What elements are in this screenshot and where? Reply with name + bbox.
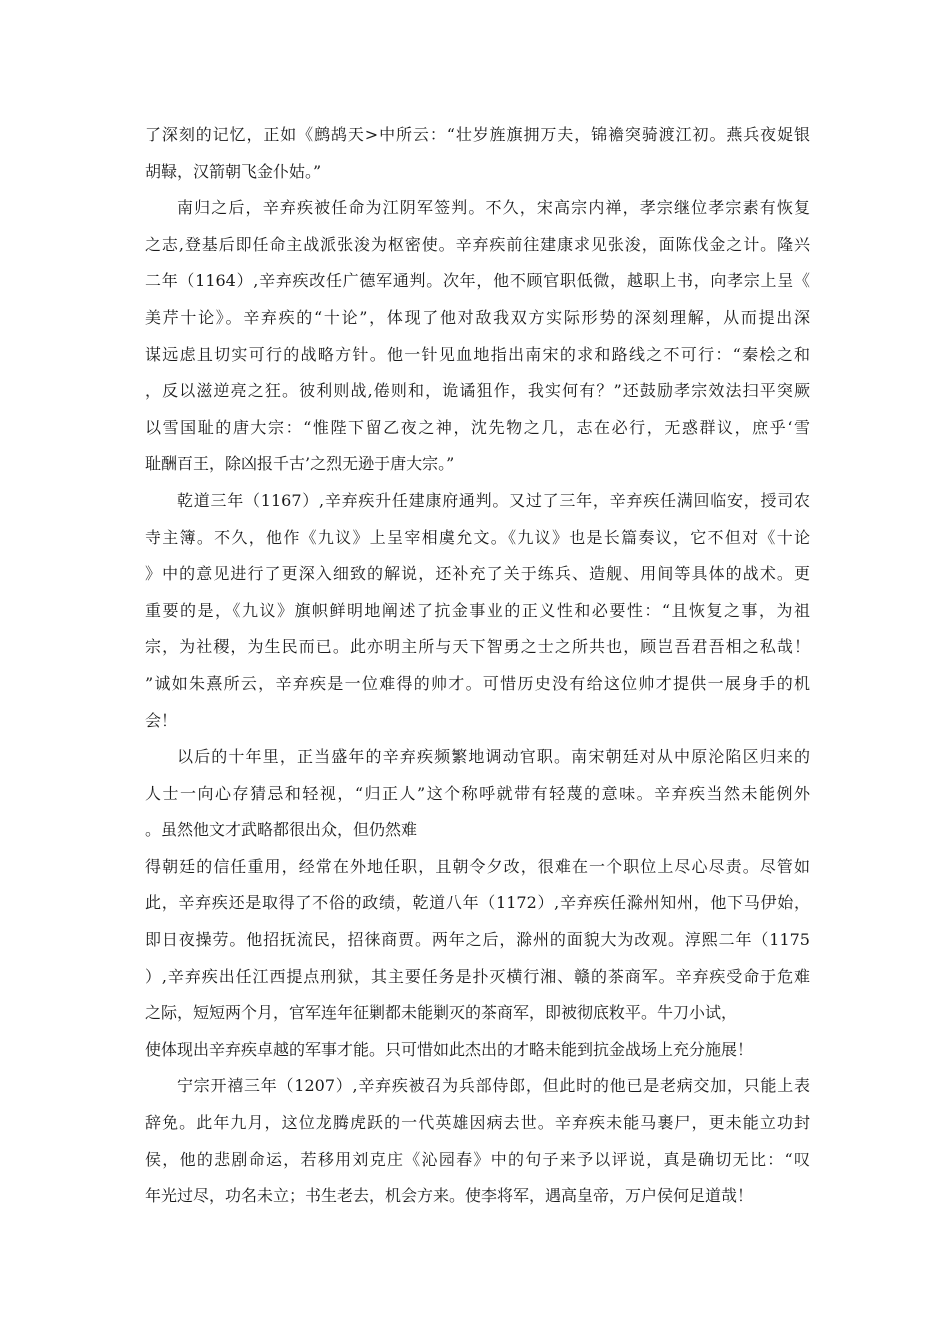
text-line: 之际，短短两个月，官军连年征剿都未能剿灭的茶商军，即被彻底敉平。牛刀小试， [145,1003,738,1023]
text-line: 会！ [145,710,178,730]
text-line: ，反以滋逆亮之狂。彼利则战,倦则和，诡谲狙作，我实何有？”还鼓励孝宗效法扫平突厥 [145,381,810,401]
text-line: 此，辛弃疾还是取得了不俗的政绩，乾道八年（1172）,辛弃疾任滁州知州，他下马伊始， [145,893,810,913]
text-line: 耻酬百王，除凶报千古’之烈无逊于唐大宗。” [145,454,455,474]
text-line: 以后的十年里，正当盛年的辛弃疾频繁地调动官职。南宋朝廷对从中原沦陷区归来的 [177,747,810,767]
paragraph [145,483,810,739]
text-line: 胡䩮，汉箭朝飞金仆姑。” [145,161,322,181]
text-line: 南归之后，辛弃疾被任命为江阴军签判。不久，宋高宗内禅，孝宗继位孝宗素有恢复 [177,198,810,218]
paragraph [145,1068,810,1214]
text-line: ”诚如朱熹所云，辛弃疾是一位难得的帅才。可惜历史没有给这位帅才提供一展身手的机 [145,673,810,693]
text-line: 》中的意见进行了更深入细致的解说，还补充了关于练兵、造舰、用间等具体的战术。更 [145,564,810,584]
text-line: 年光过尽，功名未立；书生老去，机会方来。使李将军，遇高皇帝，万户侯何足道哉！ [145,1186,754,1206]
paragraph [145,190,810,483]
text-line: 宗，为社稷，为生民而已。此亦明主所与天下智勇之士之所共也，顾岂吾君吾相之私哉！ [145,637,810,657]
text-line: 重要的是，《九议》旗帜鲜明地阐述了抗金事业的正义性和必要性：“且恢复之事，为祖 [145,600,810,620]
text-line: 之志,登基后即任命主战派张浚为枢密使。辛弃疾前往建康求见张浚，面陈伐金之计。隆兴 [145,234,810,254]
text-line: 美芹十论》。辛弃疾的“十论”，体现了他对敌我双方实际形势的深刻理解，从而提出深 [145,307,810,327]
text-line: 侯，他的悲剧命运，若移用刘克庄《沁园春》中的句子来予以评说，真是确切无比：“叹 [145,1149,810,1169]
paragraph [145,739,810,849]
text-line: 寺主簿。不久，他作《九议》上呈宰相虞允文。《九议》也是长篇奏议，它不但对《十论 [145,527,810,547]
paragraph [145,117,810,190]
text-line: 宁宗开禧三年（1207）,辛弃疾被召为兵部侍郎，但此时的他已是老病交加，只能上表 [177,1076,810,1096]
text-line: 二年（1164）,辛弃疾改任广德军通判。次年，他不顾官职低微，越职上书，向孝宗上呈《 [145,271,810,291]
paragraph [145,849,810,1069]
text-line: 以雪国耻的唐大宗：“惟陛下留乙夜之神，沈先物之几，志在必行，无惑群议，庶乎‘雪 [145,417,810,437]
text-line: 得朝廷的信任重用，经常在外地任职，且朝令夕改，很难在一个职位上尽心尽责。尽管如 [145,856,810,876]
text-line: 。虽然他文才武略都很出众，但仍然难 [145,820,418,840]
text-line: 使体现出辛弃疾卓越的军事才能。只可惜如此杰出的才略未能到抗金战场上充分施展！ [145,1039,754,1059]
text-line: 辞免。此年九月，这位龙腾虎跃的一代英雄因病去世。辛弃疾未能马裹尸，更未能立功封 [145,1113,810,1133]
text-line: 乾道三年（1167）,辛弃疾升任建康府通判。又过了三年，辛弃疾任满回临安，授司农 [177,490,810,510]
text-line: 人士一向心存猜忌和轻视，“归正人”这个称呼就带有轻蔑的意味。辛弃疾当然未能例外 [145,783,810,803]
document-body [145,117,810,1215]
text-line: 谋远虑且切实可行的战略方针。他一针见血地指出南宋的求和路线之不可行：“秦桧之和 [145,344,810,364]
text-line: 即日夜操劳。他招抚流民，招徕商贾。两年之后，滁州的面貌大为改观。淳熙二年（1175 [145,930,810,950]
text-line: ）,辛弃疾出任江西提点刑狱，其主要任务是扑灭横行湘、赣的茶商军。辛弃疾受命于危难 [145,966,810,986]
text-line: 了深刻的记忆，正如《鹧鸪天>中所云：“壮岁旌旗拥万夫，锦襜突骑渡江初。燕兵夜娖银 [145,125,810,144]
